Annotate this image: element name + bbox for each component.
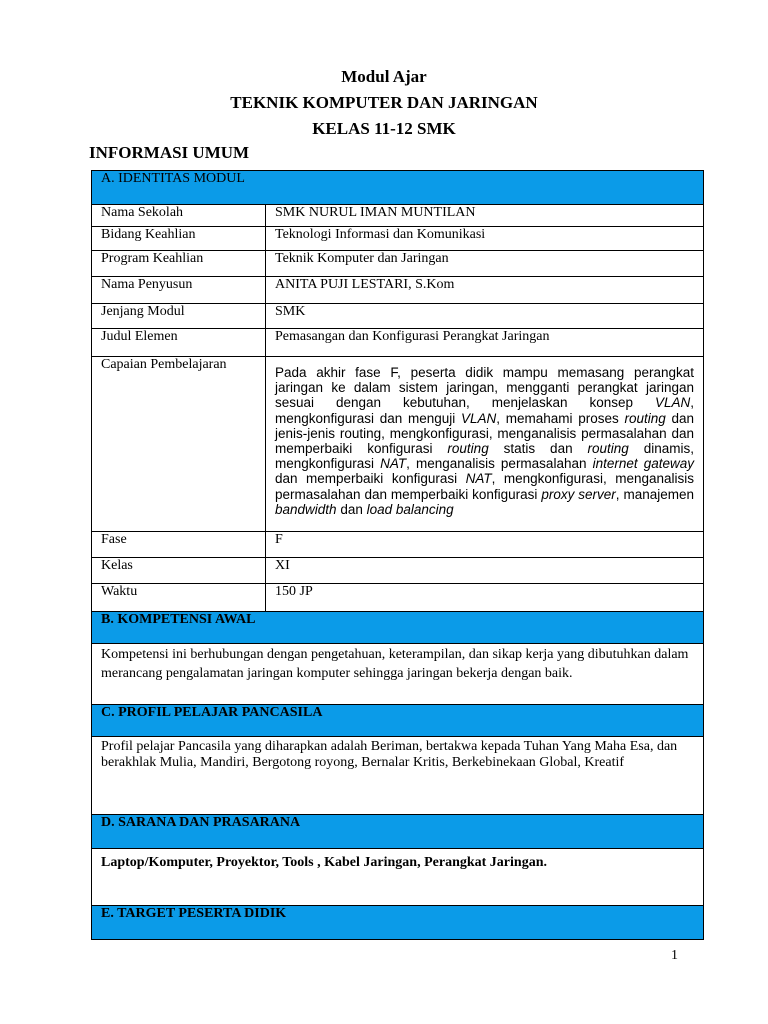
row-value: ANITA PUJI LESTARI, S.Kom: [266, 277, 704, 304]
row-label: Waktu: [92, 584, 266, 612]
table-row: [92, 329, 704, 357]
profil-row: [92, 737, 704, 815]
capaian-label: Capaian Pembelajaran: [92, 357, 266, 532]
class-title: KELAS 11-12 SMK: [312, 119, 456, 138]
row-label: Bidang Keahlian: [92, 227, 266, 251]
table-row: [92, 227, 704, 251]
kompetensi-heading: B. KOMPETENSI AWAL: [92, 612, 704, 644]
row-label: Nama Sekolah: [92, 205, 266, 227]
row-label: Kelas: [92, 558, 266, 584]
table-row: [92, 558, 704, 584]
sarana-text: Laptop/Komputer, Proyektor, Tools , Kabel Jaringan, Perangkat Jaringan.: [92, 849, 704, 906]
target-heading-row: [92, 906, 704, 940]
row-value: Teknik Komputer dan Jaringan: [266, 251, 704, 277]
kompetensi-heading-row: [92, 612, 704, 644]
row-value: 150 JP: [266, 584, 704, 612]
sarana-row: [92, 849, 704, 906]
module-info-table: [91, 170, 704, 940]
row-value: SMK: [266, 304, 704, 329]
row-value: XI: [266, 558, 704, 584]
profil-heading: C. PROFIL PELAJAR PANCASILA: [92, 705, 704, 737]
module-title: Modul Ajar: [341, 67, 427, 86]
table-row: [92, 205, 704, 227]
capaian-text: Pada akhir fase F, peserta didik mampu memasang perangkat jaringan ke dalam sistem jaringan, mengganti perangkat jaringan sesuai dengan kebutuhan, menjelaskan konsep VLAN, mengkonfigurasi dan menguji VLAN, memahami proses routing dan jenis-jenis routing, mengkonfigurasi, menganalisis permasalahan dan memperbaiki konfigurasi routing statis dan routing dinamis, mengkonfigurasi NAT, menganalisis permasalahan internet gateway dan memperbaiki konfigurasi NAT, mengkonfigurasi, menganalisis permasalahan dan memperbaiki konfigurasi proxy server, manajemen bandwidth dan load balancing: [275, 365, 695, 517]
kompetensi-text: Kompetensi ini berhubungan dengan pengetahuan, keterampilan, dan sikap kerja yang dibutuhkan dalam merancang pengalamatan jaringan komputer sehingga jaringan bekerja dengan baik.: [92, 644, 704, 705]
page-number: 1: [671, 948, 678, 963]
identitas-heading: A. IDENTITAS MODUL: [92, 171, 704, 205]
sarana-heading-row: [92, 815, 704, 849]
row-label: Nama Penyusun: [92, 277, 266, 304]
row-label: Jenjang Modul: [92, 304, 266, 329]
table-row: [92, 304, 704, 329]
sarana-heading: D. SARANA DAN PRASARANA: [92, 815, 704, 849]
capaian-row: [92, 357, 704, 532]
table-row: [92, 584, 704, 612]
section-title: INFORMASI UMUM: [89, 143, 250, 162]
row-label: Fase: [92, 532, 266, 558]
profil-text: Profil pelajar Pancasila yang diharapkan adalah Beriman, bertakwa kepada Tuhan Yang Maha Esa, dan berakhlak Mulia, Mandiri, Bergotong royong, Bernalar Kritis, Berkebinekaan Global, Kreatif: [92, 737, 704, 815]
row-value: Pemasangan dan Konfigurasi Perangkat Jaringan: [266, 329, 704, 357]
table-row: [92, 277, 704, 304]
row-value: F: [266, 532, 704, 558]
profil-heading-row: [92, 705, 704, 737]
kompetensi-row: [92, 644, 704, 705]
row-label: Program Keahlian: [92, 251, 266, 277]
identitas-heading-row: [92, 171, 704, 205]
table-row: [92, 251, 704, 277]
row-value: SMK NURUL IMAN MUNTILAN: [266, 205, 704, 227]
table-row: [92, 532, 704, 558]
subject-title: TEKNIK KOMPUTER DAN JARINGAN: [230, 93, 538, 112]
row-label: Judul Elemen: [92, 329, 266, 357]
target-heading: E. TARGET PESERTA DIDIK: [92, 906, 704, 940]
capaian-cell: [266, 357, 704, 532]
row-value: Teknologi Informasi dan Komunikasi: [266, 227, 704, 251]
